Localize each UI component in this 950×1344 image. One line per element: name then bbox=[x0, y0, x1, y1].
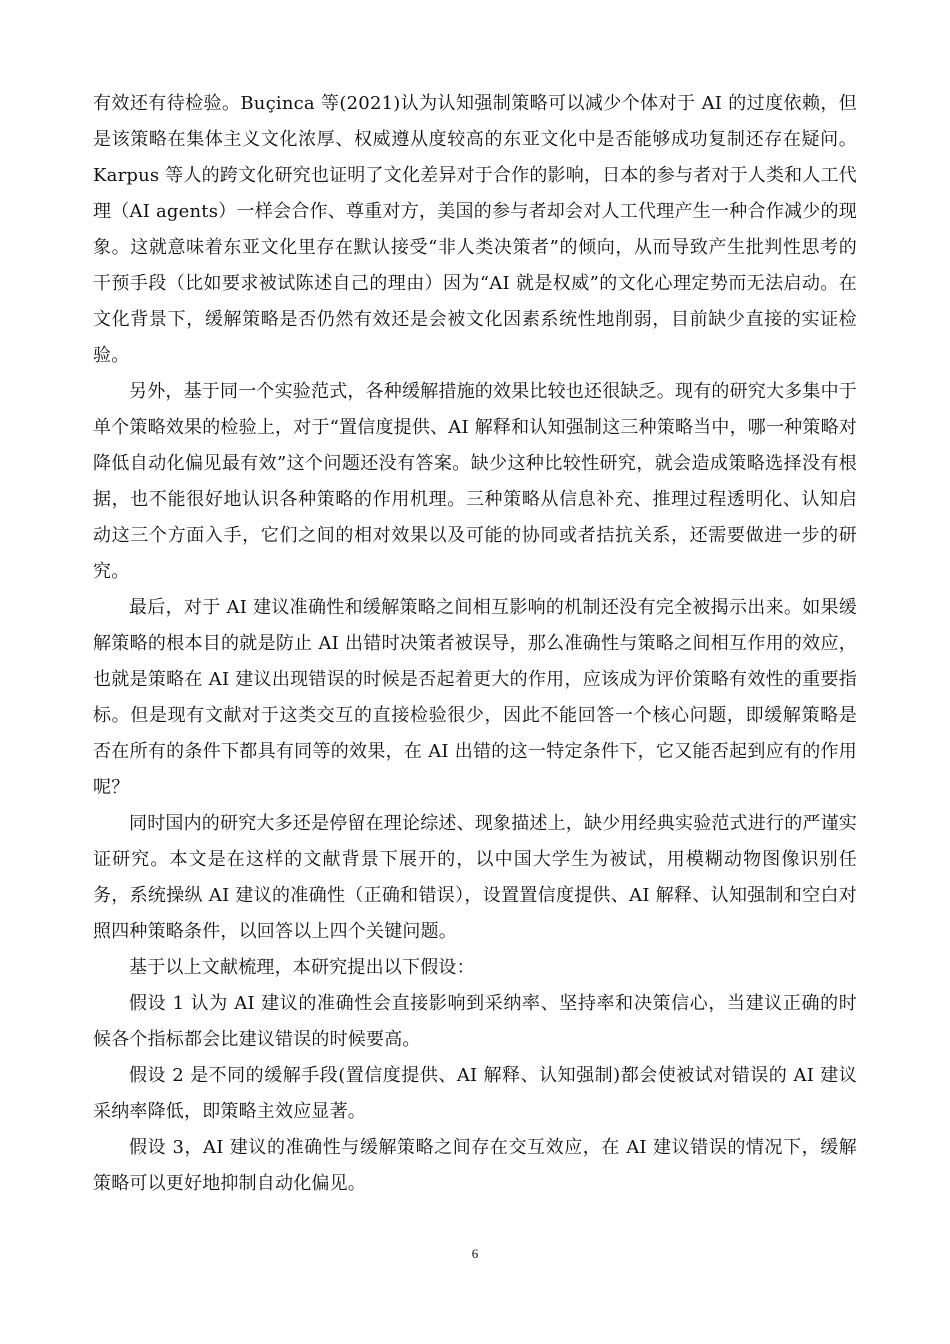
hypothesis-2: 假设 2 是不同的缓解手段(置信度提供、AI 解释、认知强制)都会使被试对错误的 AI 建议采纳率降低，即策略主效应显著。 bbox=[93, 1065, 857, 1122]
paragraph: 基于以上文献梳理，本研究提出以下假设： bbox=[129, 957, 475, 978]
paragraph: 最后，对于 AI 建议准确性和缓解策略之间相互影响的机制还没有完全被揭示出来。如果缓解策略的根本目的就是防止 AI 出错时决策者被误导，那么准确性与策略之间相互作用的效应，也就是策略在 AI 建议出现错误的时候是否起着更大的作用，应该成为评价策略有效性的重要指标。但是现有文献对于这类交互的直接检验很少，因此不能回答一个核心问题，即缓解策略是否在所有的条件下都具有同等的效果，在 AI 出错的这一特定条件下，它又能否起到应有的作用呢？ bbox=[93, 597, 857, 798]
paragraph: 同时国内的研究大多还是停留在理论综述、现象描述上，缺少用经典实验范式进行的严谨实证研究。本文是在这样的文献背景下展开的，以中国大学生为被试，用模糊动物图像识别任务，系统操纵 AI 建议的准确性（正确和错误），设置置信度提供、AI 解释、认知强制和空白对照四种策略条件，以回答以上四个关键问题。 bbox=[93, 813, 857, 942]
paragraph-continuation: 有效还有待检验。Buçinca 等(2021)认为认知强制策略可以减少个体对于 AI 的过度依赖，但是该策略在集体主义文化浓厚、权威遵从度较高的东亚文化中是否能够成功复制还存在疑问。Karpus 等人的跨文化研究也证明了文化差异对于合作的影响，日本的参与者对于人类和人工代理（AI agents）一样会合作、尊重对方，美国的参与者却会对人工代理产生一种合作减少的现象。这就意味着东亚文化里存在默认接受“非人类决策者”的倾向，从而导致产生批判性思考的干预手段（比如要求被试陈述自己的理由）因为“AI 就是权威”的文化心理定势而无法启动。在文化背景下，缓解策略是否仍然有效还是会被文化因素系统性地削弱，目前缺少直接的实证检验。 bbox=[93, 93, 857, 366]
page-number: 6 bbox=[471, 1246, 479, 1261]
paragraph: 另外，基于同一个实验范式，各种缓解措施的效果比较也还很缺乏。现有的研究大多集中于单个策略效果的检验上，对于“置信度提供、AI 解释和认知强制这三种策略当中，哪一种策略对降低自动化偏见最有效”这个问题还没有答案。缺少这种比较性研究，就会造成策略选择没有根据，也不能很好地认识各种策略的作用机理。三种策略从信息补充、推理过程透明化、认知启动这三个方面入手，它们之间的相对效果以及可能的协同或者拮抗关系，还需要做进一步的研究。 bbox=[93, 381, 857, 582]
body-text bbox=[93, 86, 857, 1202]
hypothesis-1: 假设 1 认为 AI 建议的准确性会直接影响到采纳率、坚持率和决策信心，当建议正确的时候各个指标都会比建议错误的时候要高。 bbox=[93, 993, 857, 1050]
hypothesis-3: 假设 3，AI 建议的准确性与缓解策略之间存在交互效应，在 AI 建议错误的情况下，缓解策略可以更好地抑制自动化偏见。 bbox=[93, 1137, 857, 1194]
